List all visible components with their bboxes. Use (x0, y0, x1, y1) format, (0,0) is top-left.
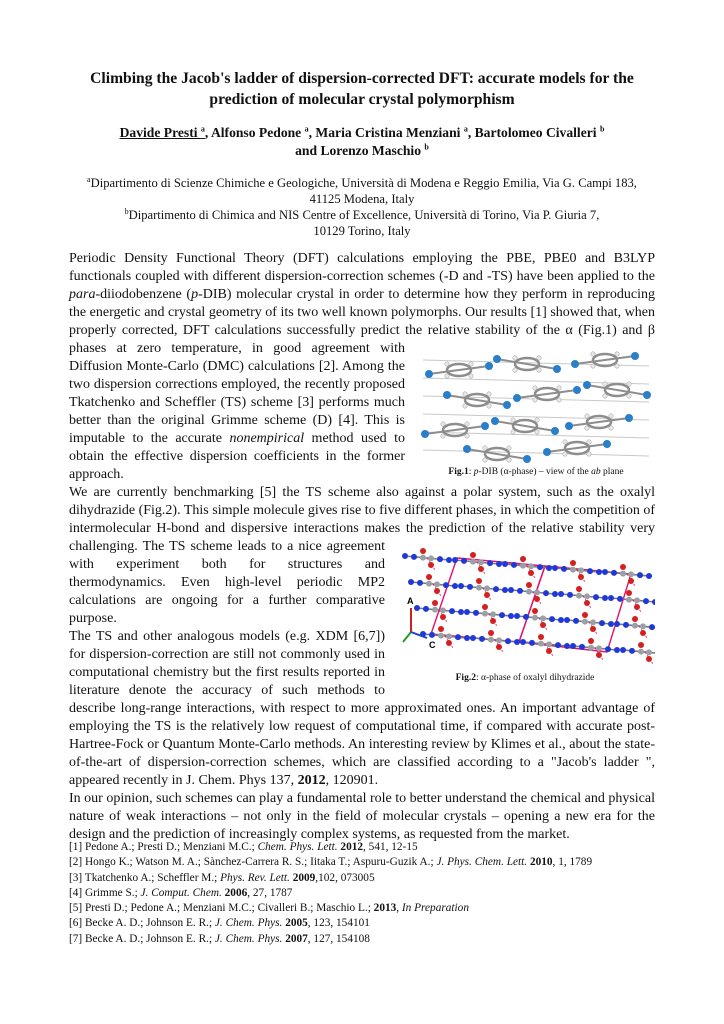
paragraph-3: The TS and other analogous models (e.g. XDM [6,7]) for dispersion-correction are still not commonly used in computational chemistry but the first results reported in literature denote the accuracy of such methods to describe long-range interactions, with respect to more approximated ones. An important advantage of employing the TS is the relatively low request of computational time, if compared with accurate post-Hartree-Fock or Quantum Monte-Carlo methods. An interesting review by Klimes et al., about the state-of-the-art of dispersion-correction schemes, which are classified according to a "Jacob's ladder ", appeared recently in J. Chem. Phys 137, 2012, 120901. (69, 629, 655, 788)
carbon-atom (432, 607, 438, 613)
hydrogen-atom (513, 356, 517, 360)
bond (497, 359, 557, 369)
author: Maria Cristina Menziani (315, 125, 461, 140)
oxygen-atom (470, 552, 476, 558)
nitrogen-atom (537, 564, 543, 570)
nitrogen-atom (637, 572, 643, 578)
figure-1-caption: Fig.1: p-DIB (α-phase) – view of the ab plane (448, 467, 624, 477)
carbon-atom (626, 597, 632, 603)
carbon-atom (440, 607, 446, 613)
iodine-atom (463, 445, 471, 453)
author: Bartolomeo Civalleri (474, 125, 597, 140)
hydrogen-atom (533, 386, 537, 390)
oxygen-atom (520, 556, 526, 562)
iodine-atom (481, 422, 489, 430)
carbon-atom (570, 567, 576, 573)
nitrogen-atom (429, 632, 435, 638)
hydrogen-atom (507, 458, 511, 462)
carbon-atom (476, 585, 482, 591)
hydrogen-atom (441, 434, 445, 438)
nitrogen-atom (455, 634, 461, 640)
nitrogen-atom (552, 591, 558, 597)
oxygen-atom (640, 630, 646, 636)
hydrogen-atom (585, 426, 589, 430)
paragraph-4: In our opinion, such schemes can play a fundamental role to better understand the chemical and physical nature of weak interactions – not only in the field of molecular crystals – opening a new era for the design and the prediction of increasingly complex systems, as requested from the market. (69, 791, 655, 842)
carbon-atom (446, 633, 452, 639)
carbon-atom (490, 611, 496, 617)
carbon-atom (532, 615, 538, 621)
nitrogen-atom (414, 605, 420, 611)
carbon-atom (484, 585, 490, 591)
pdib-molecule (421, 422, 489, 438)
axis-indicator (403, 596, 436, 650)
hydrogen-atom (469, 374, 473, 378)
carbon-atom (540, 615, 546, 621)
oxygen-atom (432, 600, 438, 606)
iodine-atom (551, 427, 559, 435)
oxalyl-molecule (614, 616, 655, 638)
carbon-atom (634, 597, 640, 603)
hydrogen-atom (563, 452, 567, 456)
nitrogen-atom (558, 591, 564, 597)
oxygen-atom (578, 574, 584, 580)
bond (467, 449, 527, 459)
nitrogen-atom (529, 640, 535, 646)
hydrogen-atom (533, 398, 537, 402)
author: Alfonso Pedone (210, 125, 302, 140)
bond (575, 356, 635, 364)
nitrogen-atom (602, 569, 608, 575)
nitrogen-atom (508, 587, 514, 593)
nitrogen-atom (517, 588, 523, 594)
hydrogen-atom (609, 426, 613, 430)
carbon-atom (478, 559, 484, 565)
nitrogen-atom (473, 610, 479, 616)
nitrogen-atom (652, 599, 655, 605)
hydrogen-atom (535, 430, 539, 434)
oxalyl-molecule (602, 564, 652, 586)
hydrogen-atom (483, 446, 487, 450)
axis-b-arrow (403, 632, 411, 642)
nitrogen-atom (614, 621, 620, 627)
hydrogen-atom (591, 352, 595, 356)
nitrogen-atom (599, 620, 605, 626)
iodine-atom (565, 422, 573, 430)
bond (429, 366, 489, 374)
paragraph-2: We are currently benchmarking [5] the TS scheme also against a polar system, such as the oxalyl dihydrazide (Fig.2). This simple molecule gives rise to five different phases, in which the competition of intermolecular H-bond and dispersive interactions makes the prediction of the relative stability very challenging. The TS scheme leads to a nice A C Fig.2: α-phase of oxalyl dihydrazide agreement with experiment both for structures and thermodynamics. Even high-level periodic MP2 calculations are ongoing for a further comparative purpose. (69, 484, 655, 628)
hydrogen-atom (563, 440, 567, 444)
nitrogen-atom (587, 568, 593, 574)
oxygen-atom (646, 656, 652, 662)
iodine-atom (631, 352, 639, 360)
hydrogen-atom (465, 434, 469, 438)
nitrogen-atom (449, 608, 455, 614)
nitrogen-atom (493, 586, 499, 592)
nitrogen-atom (608, 595, 614, 601)
carbon-atom (428, 555, 434, 561)
oxalyl-molecule (552, 560, 602, 582)
affiliation-b: $^b$Dipartimento di Chimica and NIS Centre of Excellence, Università di Torino, Via P. Giuria 7, (124, 206, 600, 222)
figure-1-image (417, 342, 655, 466)
oxygen-atom (546, 648, 552, 654)
hydrogen-atom (585, 414, 589, 418)
oxygen-atom (588, 638, 594, 644)
oxygen-atom (584, 600, 590, 606)
oxygen-atom (420, 548, 426, 554)
carbon-atom (584, 593, 590, 599)
oxalyl-molecule (470, 630, 520, 652)
oxygen-atom (638, 642, 644, 648)
oxygen-atom (488, 630, 494, 636)
iodine-atom (485, 362, 493, 370)
nitrogen-atom (643, 598, 649, 604)
iodine-atom (603, 440, 611, 448)
carbon-atom (638, 649, 644, 655)
nitrogen-atom (596, 569, 602, 575)
carbon-atom (620, 571, 626, 577)
hydrogen-atom (535, 418, 539, 422)
carbon-atom (546, 641, 552, 647)
nitrogen-atom (437, 556, 443, 562)
bond (587, 385, 647, 395)
hydrogen-atom (537, 356, 541, 360)
carbon-atom (582, 619, 588, 625)
carbon-atom (640, 623, 646, 629)
pdib-molecule (443, 391, 511, 409)
nitrogen-atom (579, 644, 585, 650)
nitrogen-atom (546, 565, 552, 571)
oxygen-atom (634, 604, 640, 610)
hydrogen-atom (615, 352, 619, 356)
nitrogen-atom (496, 561, 502, 567)
iodine-atom (493, 355, 501, 363)
pdib-molecule (425, 362, 493, 378)
hydrogen-atom (627, 382, 631, 386)
nitrogen-atom (408, 579, 414, 585)
oxygen-atom (490, 618, 496, 624)
hydrogen-atom (487, 404, 491, 408)
carbon-atom (420, 555, 426, 561)
affiliations: $^a$Dipartimento di Scienze Chimiche e Geologiche, Università di Modena e Reggio Emilia, Via G. Campi 183, 41125 Modena, Italy $^b$Dipartimento di Chimica and NIS Centre of Excellence, Università di Torino, Via P. Giuria 7, 10129 Torino, Italy (60, 175, 664, 239)
nitrogen-atom (487, 560, 493, 566)
nitrogen-atom (593, 594, 599, 600)
carbon-atom (434, 581, 440, 587)
nitrogen-atom (499, 612, 505, 618)
carbon-atom (528, 563, 534, 569)
carbon-atom (488, 637, 494, 643)
nitrogen-atom (514, 639, 520, 645)
nitrogen-atom (567, 592, 573, 598)
hydrogen-atom (603, 382, 607, 386)
nitrogen-atom (561, 566, 567, 572)
oxygen-atom (570, 560, 576, 566)
nitrogen-atom (564, 643, 570, 649)
nitrogen-atom (411, 554, 417, 560)
author-list: Davide Presti $^a$, Alfonso Pedone $^a$, Maria Cristina Menziani $^a$, Bartolomeo Civalleri $^b$ and Lorenzo Maschio $^b$ (119, 124, 605, 158)
iodine-atom (543, 448, 551, 456)
nitrogen-atom (614, 647, 620, 653)
nitrogen-atom (458, 583, 464, 589)
nitrogen-atom (602, 595, 608, 601)
hydrogen-atom (463, 404, 467, 408)
oxygen-atom (428, 562, 434, 568)
nitrogen-atom (570, 643, 576, 649)
pdib-molecule (493, 355, 561, 373)
nitrogen-atom (502, 587, 508, 593)
oxygen-atom (576, 586, 582, 592)
nitrogen-atom (464, 609, 470, 615)
oxalyl-molecule (514, 608, 564, 630)
nitrogen-atom (452, 557, 458, 563)
nitrogen-atom (555, 642, 561, 648)
figure-2-oxalyl-dihydrazide (395, 544, 655, 684)
nitrogen-atom (629, 648, 635, 654)
nitrogen-atom (573, 618, 579, 624)
nitrogen-atom (458, 609, 464, 615)
oxygen-atom (596, 652, 602, 658)
carbon-atom (496, 637, 502, 643)
reference-list (69, 840, 669, 947)
carbon-atom (534, 589, 540, 595)
hydrogen-atom (609, 414, 613, 418)
nitrogen-atom (402, 553, 408, 559)
oxygen-atom (440, 614, 446, 620)
hydrogen-atom (445, 362, 449, 366)
oxalyl-molecule (502, 556, 552, 578)
axis-a-label: A (407, 596, 414, 606)
hydrogen-atom (441, 422, 445, 426)
nitrogen-atom (549, 616, 555, 622)
iodine-atom (625, 414, 633, 422)
figure-2-image (395, 544, 655, 670)
reference-item: [3] Tkatchenko A.; Scheffler M.; Phys. Rev. Lett. 2009,102, 073005 (69, 871, 375, 884)
bond (517, 390, 577, 398)
hydrogen-atom (469, 362, 473, 366)
bond (569, 418, 629, 426)
carbon-atom (588, 645, 594, 651)
carbon-atom (646, 649, 652, 655)
oxygen-atom (590, 626, 596, 632)
nitrogen-atom (646, 573, 652, 579)
hydrogen-atom (591, 364, 595, 368)
iodine-atom (523, 455, 531, 463)
axis-c-label: C (429, 640, 436, 650)
hydrogen-atom (445, 374, 449, 378)
nitrogen-atom (558, 617, 564, 623)
bond (447, 395, 507, 405)
oxygen-atom (582, 612, 588, 618)
carbon-atom (520, 563, 526, 569)
oxygen-atom (484, 592, 490, 598)
hydrogen-atom (587, 440, 591, 444)
iodine-atom (643, 391, 651, 399)
hydrogen-atom (557, 398, 561, 402)
oxygen-atom (538, 634, 544, 640)
cell-line (423, 450, 649, 456)
oxalyl-molecule (620, 642, 655, 664)
oxygen-atom (526, 582, 532, 588)
nitrogen-atom (617, 596, 623, 602)
carbon-atom (538, 641, 544, 647)
hydrogen-atom (537, 368, 541, 372)
abstract-body (69, 250, 655, 844)
oxygen-atom (532, 608, 538, 614)
oxalyl-molecule (420, 626, 470, 648)
nitrogen-atom (543, 590, 549, 596)
iodine-atom (491, 417, 499, 425)
oxalyl-molecule (458, 578, 508, 600)
nitrogen-atom (511, 562, 517, 568)
nitrogen-atom (520, 639, 526, 645)
nitrogen-atom (446, 557, 452, 563)
carbon-atom (438, 633, 444, 639)
carbon-atom (590, 619, 596, 625)
nitrogen-atom (514, 613, 520, 619)
paragraph-1: Periodic Density Functional Theory (DFT) calculations employing the PBE, PBE0 and B3LYP functionals coupled with different dispersion-correction schemes (-D and -TS) have been applied to the para-diiodobenzene (p-DIB) molecular crystal in order to determine how they perform in reproducing the energetic and crystal geometry of its two well known polymorphs. Our results [1] showed that, when properly corrected, DFT calculations successfully predict the relative stability of Fig.1: p-DIB (α-phase) – view of the ab plane the α (Fig.1) and β phases at zero temperature, in good agreement with Diffusion Monte-Carlo (DMC) calculations [2]. Among the two dispersion corrections employed, the recently proposed Tkatchenko and Scheffler (TS) scheme [3] performs much better than the original Grimme scheme (D) [4]. This is imputable to the accurate nonempirical method used to obtain the effective dispersion coefficients in the former approach. (69, 251, 655, 482)
nitrogen-atom (605, 646, 611, 652)
reference-item: [4] Grimme S.; J. Comput. Chem. 2006, 27, 1787 (69, 886, 293, 899)
oxalyl-molecule (564, 612, 614, 634)
reference-item: [7] Becke A. D.; Johnson E. R.; J. Chem. Phys. 2007, 127, 154108 (69, 932, 370, 945)
nitrogen-atom (479, 636, 485, 642)
carbon-atom (576, 593, 582, 599)
hydrogen-atom (507, 446, 511, 450)
nitrogen-atom (620, 647, 626, 653)
nitrogen-atom (467, 584, 473, 590)
oxygen-atom (626, 590, 632, 596)
author-presenter: Davide Presti $^a$ (119, 124, 205, 140)
carbon-atom (628, 571, 634, 577)
oxalyl-molecule (452, 552, 502, 574)
nitrogen-atom (552, 565, 558, 571)
hydrogen-atom (511, 418, 515, 422)
nitrogen-atom (564, 617, 570, 623)
carbon-atom (526, 589, 532, 595)
hydrogen-atom (615, 364, 619, 368)
oxygen-atom (446, 640, 452, 646)
nitrogen-atom (649, 624, 655, 630)
figure-1-pdib-crystal (417, 342, 655, 478)
iodine-atom (503, 401, 511, 409)
bond (495, 421, 555, 431)
nitrogen-atom (417, 580, 423, 586)
affiliation-a: $^a$Dipartimento di Scienze Chimiche e Geologiche, Università di Modena e Reggio Emilia, Via G. Campi 183, (87, 174, 637, 190)
nitrogen-atom (505, 638, 511, 644)
nitrogen-atom (608, 621, 614, 627)
unit-cell (431, 558, 545, 642)
oxygen-atom (476, 578, 482, 584)
iodine-atom (583, 381, 591, 389)
nitrogen-atom (508, 613, 514, 619)
reference-item: [5] Presti D.; Pedone A.; Menziani M.C.; Civalleri B.; Maschio L.; 2013, In Preparation (69, 902, 469, 915)
oxygen-atom (620, 564, 626, 570)
carbon-atom (482, 611, 488, 617)
carbon-atom (596, 645, 602, 651)
nitrogen-atom (623, 622, 629, 628)
figure-2-caption: Fig.2: α-phase of oxalyl dihydrazide (455, 673, 595, 683)
oxygen-atom (540, 622, 546, 628)
reference-item: [1] Pedone A.; Presti D.; Menziani M.C.; Chem. Phys. Lett. 2012, 541, 12-15 (69, 841, 418, 853)
oxygen-atom (496, 644, 502, 650)
oxygen-atom (434, 588, 440, 594)
hydrogen-atom (603, 394, 607, 398)
iodine-atom (573, 386, 581, 394)
hydrogen-atom (483, 458, 487, 462)
hydrogen-atom (627, 394, 631, 398)
iodine-atom (553, 365, 561, 373)
nitrogen-atom (611, 570, 617, 576)
oxalyl-molecule (608, 590, 655, 612)
oxalyl-molecule (558, 586, 608, 608)
hydrogen-atom (513, 368, 517, 372)
nitrogen-atom (452, 583, 458, 589)
iodine-atom (443, 391, 451, 399)
nitrogen-atom (464, 635, 470, 641)
nitrogen-atom (502, 561, 508, 567)
carbon-atom (426, 581, 432, 587)
hydrogen-atom (465, 422, 469, 426)
oxygen-atom (628, 578, 634, 584)
oxygen-atom (426, 574, 432, 580)
oxygen-atom (482, 604, 488, 610)
hydrogen-atom (511, 430, 515, 434)
reference-item: [6] Becke A. D.; Johnson E. R.; J. Chem. Phys. 2005, 123, 154101 (69, 917, 370, 930)
nitrogen-atom (443, 582, 449, 588)
reference-item: [2] Hongo K.; Watson M. A.; Sànchez-Carrera R. S.; Iitaka T.; Aspuru-Guzik A.; J. Phys. Chem. Lett. 2010, 1, 1789 (69, 856, 593, 869)
pdib-molecule (565, 414, 633, 430)
iodine-atom (513, 394, 521, 402)
oxalyl-molecule (464, 604, 514, 626)
oxygen-atom (632, 616, 638, 622)
nitrogen-atom (461, 558, 467, 564)
oxygen-atom (478, 566, 484, 572)
paper-title: Climbing the Jacob's ladder of dispersion-corrected DFT: accurate models for the prediction of molecular crystal polymorphism (90, 70, 634, 108)
oxygen-atom (534, 596, 540, 602)
hydrogen-atom (587, 452, 591, 456)
oxygen-atom (528, 570, 534, 576)
carbon-atom (578, 567, 584, 573)
nitrogen-atom (470, 635, 476, 641)
iodine-atom (425, 370, 433, 378)
hydrogen-atom (463, 392, 467, 396)
hydrogen-atom (557, 386, 561, 390)
oxalyl-molecule (402, 548, 452, 570)
nitrogen-atom (423, 606, 429, 612)
author: and Lorenzo Maschio (295, 143, 421, 158)
bond (547, 444, 607, 452)
nitrogen-atom (523, 614, 529, 620)
oxygen-atom (438, 626, 444, 632)
iodine-atom (421, 430, 429, 438)
iodine-atom (571, 360, 579, 368)
pdib-molecule (463, 445, 531, 463)
carbon-atom (632, 623, 638, 629)
hydrogen-atom (487, 392, 491, 396)
carbon-atom (470, 559, 476, 565)
pdib-molecule (491, 417, 559, 435)
